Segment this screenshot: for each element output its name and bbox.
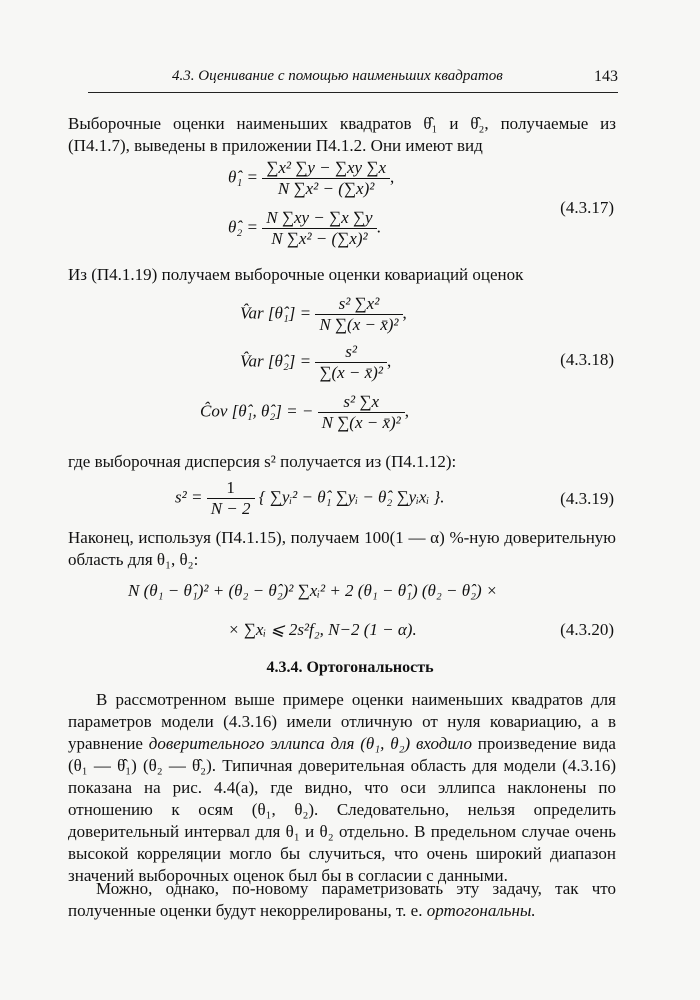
paragraph-reparametrize-italic: ортогональны. bbox=[426, 901, 536, 920]
equation-var2-denominator: ∑(x − x̄)² bbox=[319, 363, 383, 382]
paragraph-orthogonality bbox=[68, 689, 616, 887]
equation-var1-numerator: s² ∑x² bbox=[315, 294, 402, 315]
paragraph-orthogonality-italic: доверительного эллипса для (θ₁, θ₂) входило bbox=[148, 734, 472, 753]
equation-theta1-denominator: N ∑x² − (∑x)² bbox=[277, 179, 375, 198]
equation-cov-numerator: s² ∑x bbox=[318, 392, 405, 413]
section-heading: 4.3.4. Ортогональность bbox=[266, 659, 434, 676]
equation-cov: Ĉov [θ̂₁, θ̂₂] = − $\frac{\text{s² ∑x}}{\text{N ∑(x − x̄)²}}$ , bbox=[200, 392, 410, 432]
paragraph-orthogonality-part1: В рассмотренном выше примере оценки наименьших квадратов для параметров модели (4.3.16) имели отличную от нуля ковариацию, а в уравнение bbox=[68, 690, 616, 753]
equation-var2-numerator: s² bbox=[315, 342, 387, 363]
equation-number-4-3-19: (4.3.19) bbox=[560, 489, 614, 508]
equation-theta1-fraction bbox=[262, 158, 390, 199]
equation-s2-lhs: s² = bbox=[175, 487, 203, 507]
equation-cov-denominator: N ∑(x − x̄)² bbox=[321, 413, 401, 432]
equation-s2-rhs: { ∑yᵢ² − θ̂₁ ∑yᵢ − θ̂₂ ∑yᵢxᵢ }. bbox=[258, 487, 445, 507]
equation-region-line2: × ∑xᵢ ⩽ 2s²f₂, N−2 (1 − α). bbox=[228, 620, 417, 639]
paragraph-variance: где выборочная дисперсия s² получается из (П4.1.12): bbox=[68, 452, 457, 471]
equation-var1-lhs: V̂ar [θ̂₁] = bbox=[240, 303, 312, 323]
equation-s2-numerator: 1 bbox=[207, 478, 255, 499]
equation-var2: V̂ar [θ̂₂] = $\frac{\text{s²}}{\text{∑(x − x̄)²}}$ , bbox=[240, 342, 392, 382]
equation-theta2-numerator: N ∑xy − ∑x ∑y bbox=[262, 208, 376, 229]
equation-var1: V̂ar [θ̂₁] = $\frac{\text{s² ∑x²}}{\text{N ∑(x − x̄)²}}$ , bbox=[240, 294, 407, 334]
equation-var1-fraction bbox=[315, 294, 402, 335]
paragraph-covariances: Из (П4.1.19) получаем выборочные оценки ковариаций оценок bbox=[68, 265, 524, 284]
equation-cov-lhs: Ĉov [θ̂₁, θ̂₂] = − bbox=[200, 401, 314, 421]
equation-theta2-lhs: θ̂₂ = bbox=[228, 217, 258, 237]
equation-theta2-denominator: N ∑x² − (∑x)² bbox=[271, 229, 368, 248]
equation-var2-fraction bbox=[315, 342, 387, 383]
equation-theta1: θ̂₁ = $\frac{\text{∑x² ∑y − ∑xy ∑x}}{\text{N ∑x² − (∑x)²}}$ , bbox=[228, 158, 395, 198]
equation-var1-denominator: N ∑(x − x̄)² bbox=[319, 315, 399, 334]
equation-theta1-numerator: ∑x² ∑y − ∑xy ∑x bbox=[262, 158, 390, 179]
equation-number-4-3-17: (4.3.17) bbox=[560, 198, 614, 217]
equation-var2-lhs: V̂ar [θ̂₂] = bbox=[240, 351, 312, 371]
equation-s2-denominator: N − 2 bbox=[210, 499, 251, 518]
running-header-title: 4.3. Оценивание с помощью наименьших квадратов bbox=[172, 68, 503, 84]
paragraph-reparametrize-text: Можно, однако, по-новому параметризовать эту задачу, так что полученные оценки будут некоррелированы, т. е. bbox=[68, 879, 616, 920]
equation-theta2: θ̂₂ = $\frac{N \sum xy - \sum x \sum y}{\text{N ∑x² − (∑x)²}}$ . bbox=[228, 208, 381, 248]
page-number: 143 bbox=[594, 68, 618, 85]
equation-s2-fraction bbox=[207, 478, 255, 519]
equation-cov-fraction bbox=[318, 392, 405, 433]
equation-theta1-lhs: θ̂₁ = bbox=[228, 167, 258, 187]
paragraph-confidence-region: Наконец, используя (П4.1.15), получаем 100(1 — α) %-ную доверительную область для θ₁, θ₂: bbox=[68, 528, 616, 569]
paragraph-intro: Выборочные оценки наименьших квадратов θ̂₁ и θ̂₂, получаемые из (П4.1.7), выведены в приложении П4.1.2. Они имеют вид bbox=[68, 114, 616, 155]
equation-number-4-3-18: (4.3.18) bbox=[560, 350, 614, 369]
paragraph-reparametrize bbox=[68, 878, 616, 922]
equation-region-line1: N (θ₁ − θ̂₁)² + (θ₂ − θ̂₂)² ∑xᵢ² + 2 (θ₁ − θ̂₁) (θ₂ − θ̂₂) × bbox=[128, 581, 498, 600]
equation-s2 bbox=[175, 478, 444, 519]
equation-number-4-3-20: (4.3.20) bbox=[560, 620, 614, 639]
equation-theta2-fraction bbox=[262, 208, 376, 249]
paragraph-orthogonality-part2: произведение вида (θ₁ — θ̂₁) (θ₂ — θ̂₂). Типичная доверительная область для модели (4.3.16) показана на рис. 4.4(а), где видно, что оси эллипса наклонены по отношению к осям (θ₁, θ₂). Следовательно, нельзя определить доверительный интервал для θ₁ и θ₂ отдельно. В предельном случае очень высокой корреляции могло бы случиться, что очень широкий диапазон значений выборочных оценок был бы в согласии с данными. bbox=[68, 734, 616, 885]
running-header bbox=[88, 60, 618, 93]
